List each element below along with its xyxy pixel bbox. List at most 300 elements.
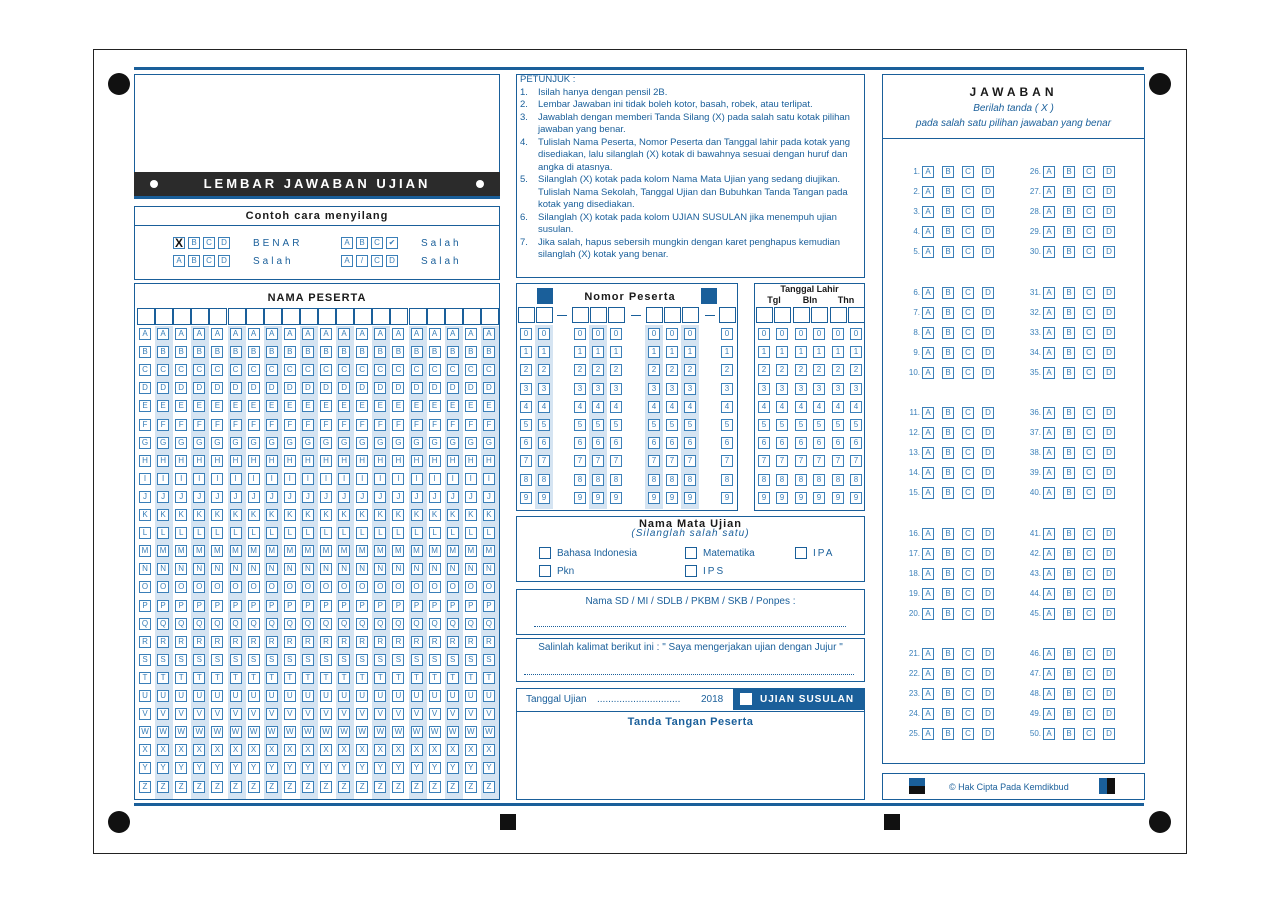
name-letter-bubble[interactable]: M	[429, 545, 441, 557]
answer-bubble[interactable]: B	[942, 688, 954, 700]
name-letter-bubble[interactable]: M	[356, 545, 368, 557]
name-letter-bubble[interactable]: L	[429, 527, 441, 539]
name-letter-bubble[interactable]: W	[302, 726, 314, 738]
tanggal-digit-bubble[interactable]: 7	[832, 455, 844, 467]
answer-bubble[interactable]: B	[942, 246, 954, 258]
answer-bubble[interactable]: B	[1063, 347, 1075, 359]
name-letter-bubble[interactable]: Y	[374, 762, 386, 774]
name-letter-bubble[interactable]: M	[447, 545, 459, 557]
name-letter-bubble[interactable]: I	[193, 473, 205, 485]
name-write-cell[interactable]	[445, 308, 463, 325]
nomor-digit-bubble[interactable]: 5	[538, 419, 550, 431]
name-letter-bubble[interactable]: K	[266, 509, 278, 521]
name-letter-bubble[interactable]: P	[139, 600, 151, 612]
name-letter-bubble[interactable]: T	[483, 672, 495, 684]
name-letter-bubble[interactable]: M	[248, 545, 260, 557]
nomor-digit-bubble[interactable]: 9	[721, 492, 733, 504]
name-letter-bubble[interactable]: Z	[338, 781, 350, 793]
name-letter-bubble[interactable]: C	[230, 364, 242, 376]
tanggal-digit-bubble[interactable]: 8	[758, 474, 770, 486]
answer-bubble[interactable]: B	[942, 487, 954, 499]
name-letter-bubble[interactable]: X	[429, 744, 441, 756]
tanggal-digit-bubble[interactable]: 4	[776, 401, 788, 413]
name-letter-bubble[interactable]: J	[320, 491, 332, 503]
answer-bubble[interactable]: A	[1043, 347, 1055, 359]
answer-bubble[interactable]: C	[962, 327, 974, 339]
name-letter-bubble[interactable]: K	[157, 509, 169, 521]
tanggal-digit-bubble[interactable]: 4	[850, 401, 862, 413]
answer-bubble[interactable]: A	[1043, 206, 1055, 218]
name-write-cell[interactable]	[336, 308, 354, 325]
answer-bubble[interactable]: C	[1083, 548, 1095, 560]
answer-bubble[interactable]: B	[1063, 447, 1075, 459]
nomor-digit-bubble[interactable]: 3	[538, 383, 550, 395]
name-letter-bubble[interactable]: Q	[175, 618, 187, 630]
name-letter-bubble[interactable]: N	[230, 563, 242, 575]
name-letter-bubble[interactable]: W	[230, 726, 242, 738]
answer-bubble[interactable]: B	[1063, 206, 1075, 218]
nomor-digit-bubble[interactable]: 4	[666, 401, 678, 413]
nomor-digit-bubble[interactable]: 1	[520, 346, 532, 358]
name-letter-bubble[interactable]: C	[248, 364, 260, 376]
answer-bubble[interactable]: C	[962, 407, 974, 419]
name-write-cell[interactable]	[191, 308, 209, 325]
name-letter-bubble[interactable]: Q	[392, 618, 404, 630]
name-letter-bubble[interactable]: W	[139, 726, 151, 738]
name-letter-bubble[interactable]: Q	[230, 618, 242, 630]
answer-bubble[interactable]: D	[982, 347, 994, 359]
name-letter-bubble[interactable]: L	[248, 527, 260, 539]
answer-bubble[interactable]: A	[922, 588, 934, 600]
name-letter-bubble[interactable]: R	[266, 636, 278, 648]
name-letter-bubble[interactable]: Z	[248, 781, 260, 793]
name-letter-bubble[interactable]: T	[248, 672, 260, 684]
tanggal-digit-bubble[interactable]: 0	[832, 328, 844, 340]
nomor-digit-bubble[interactable]: 2	[666, 364, 678, 376]
name-letter-bubble[interactable]: B	[157, 346, 169, 358]
nomor-digit-bubble[interactable]: 5	[721, 419, 733, 431]
name-letter-bubble[interactable]: X	[356, 744, 368, 756]
answer-bubble[interactable]: C	[962, 226, 974, 238]
tanggal-digit-bubble[interactable]: 1	[832, 346, 844, 358]
name-letter-bubble[interactable]: H	[175, 455, 187, 467]
name-letter-bubble[interactable]: I	[338, 473, 350, 485]
answer-bubble[interactable]: C	[962, 246, 974, 258]
name-letter-bubble[interactable]: I	[284, 473, 296, 485]
name-letter-bubble[interactable]: J	[230, 491, 242, 503]
name-letter-bubble[interactable]: M	[320, 545, 332, 557]
name-letter-bubble[interactable]: Q	[483, 618, 495, 630]
name-letter-bubble[interactable]: N	[211, 563, 223, 575]
checkbox-matematika[interactable]	[685, 547, 697, 559]
name-letter-bubble[interactable]: O	[338, 581, 350, 593]
name-letter-bubble[interactable]: K	[392, 509, 404, 521]
name-letter-bubble[interactable]: M	[230, 545, 242, 557]
name-letter-bubble[interactable]: S	[302, 654, 314, 666]
name-letter-bubble[interactable]: C	[483, 364, 495, 376]
answer-bubble[interactable]: A	[1043, 287, 1055, 299]
name-letter-bubble[interactable]: D	[284, 382, 296, 394]
name-letter-bubble[interactable]: A	[447, 328, 459, 340]
tanggal-digit-bubble[interactable]: 8	[832, 474, 844, 486]
name-letter-bubble[interactable]: G	[175, 437, 187, 449]
name-letter-bubble[interactable]: E	[157, 400, 169, 412]
answer-bubble[interactable]: B	[1063, 246, 1075, 258]
name-letter-bubble[interactable]: H	[429, 455, 441, 467]
name-letter-bubble[interactable]: S	[483, 654, 495, 666]
answer-bubble[interactable]: D	[1103, 447, 1115, 459]
name-letter-bubble[interactable]: K	[447, 509, 459, 521]
tanggal-digit-bubble[interactable]: 8	[850, 474, 862, 486]
tanggal-digit-bubble[interactable]: 9	[832, 492, 844, 504]
name-letter-bubble[interactable]: L	[211, 527, 223, 539]
name-letter-bubble[interactable]: O	[193, 581, 205, 593]
answer-bubble[interactable]: B	[942, 548, 954, 560]
name-letter-bubble[interactable]: N	[139, 563, 151, 575]
name-letter-bubble[interactable]: Y	[483, 762, 495, 774]
answer-bubble[interactable]: C	[962, 688, 974, 700]
name-letter-bubble[interactable]: G	[230, 437, 242, 449]
name-letter-bubble[interactable]: B	[193, 346, 205, 358]
answer-bubble[interactable]: A	[922, 708, 934, 720]
name-letter-bubble[interactable]: H	[411, 455, 423, 467]
name-letter-bubble[interactable]: N	[175, 563, 187, 575]
answer-bubble[interactable]: C	[1083, 186, 1095, 198]
answer-bubble[interactable]: B	[942, 708, 954, 720]
answer-bubble[interactable]: D	[1103, 668, 1115, 680]
name-letter-bubble[interactable]: W	[429, 726, 441, 738]
name-letter-bubble[interactable]: O	[139, 581, 151, 593]
tanggal-digit-bubble[interactable]: 1	[813, 346, 825, 358]
tanggal-digit-bubble[interactable]: 0	[758, 328, 770, 340]
tanggal-digit-bubble[interactable]: 7	[813, 455, 825, 467]
nomor-digit-bubble[interactable]: 2	[610, 364, 622, 376]
name-letter-bubble[interactable]: J	[266, 491, 278, 503]
name-letter-bubble[interactable]: E	[392, 400, 404, 412]
name-letter-bubble[interactable]: X	[284, 744, 296, 756]
name-letter-bubble[interactable]: X	[157, 744, 169, 756]
tanggal-digit-bubble[interactable]: 8	[795, 474, 807, 486]
name-letter-bubble[interactable]: R	[392, 636, 404, 648]
name-letter-bubble[interactable]: D	[429, 382, 441, 394]
answer-bubble[interactable]: B	[1063, 226, 1075, 238]
name-letter-bubble[interactable]: B	[338, 346, 350, 358]
name-letter-bubble[interactable]: E	[320, 400, 332, 412]
name-letter-bubble[interactable]: V	[483, 708, 495, 720]
name-letter-bubble[interactable]: G	[248, 437, 260, 449]
name-letter-bubble[interactable]: D	[157, 382, 169, 394]
name-letter-bubble[interactable]: L	[447, 527, 459, 539]
nomor-digit-bubble[interactable]: 8	[666, 474, 678, 486]
nomor-digit-bubble[interactable]: 9	[592, 492, 604, 504]
nomor-digit-bubble[interactable]: 5	[684, 419, 696, 431]
tanggal-digit-bubble[interactable]: 3	[795, 383, 807, 395]
tanggal-ujian-dots[interactable]: ..............................	[597, 694, 681, 705]
name-letter-bubble[interactable]: A	[411, 328, 423, 340]
name-write-cell[interactable]	[372, 308, 390, 325]
answer-bubble[interactable]: B	[1063, 728, 1075, 740]
name-letter-bubble[interactable]: J	[392, 491, 404, 503]
name-letter-bubble[interactable]: L	[483, 527, 495, 539]
name-letter-bubble[interactable]: G	[411, 437, 423, 449]
name-letter-bubble[interactable]: Q	[302, 618, 314, 630]
name-letter-bubble[interactable]: C	[139, 364, 151, 376]
nomor-digit-bubble[interactable]: 8	[592, 474, 604, 486]
tanggal-digit-bubble[interactable]: 4	[758, 401, 770, 413]
answer-bubble[interactable]: D	[982, 166, 994, 178]
name-letter-bubble[interactable]: H	[392, 455, 404, 467]
nomor-digit-bubble[interactable]: 8	[538, 474, 550, 486]
name-letter-bubble[interactable]: W	[175, 726, 187, 738]
answer-bubble[interactable]: D	[1103, 608, 1115, 620]
name-letter-bubble[interactable]: I	[302, 473, 314, 485]
tanggal-digit-bubble[interactable]: 4	[813, 401, 825, 413]
name-letter-bubble[interactable]: V	[302, 708, 314, 720]
name-letter-bubble[interactable]: J	[374, 491, 386, 503]
name-letter-bubble[interactable]: Q	[338, 618, 350, 630]
answer-bubble[interactable]: D	[1103, 206, 1115, 218]
answer-bubble[interactable]: A	[922, 287, 934, 299]
name-letter-bubble[interactable]: V	[211, 708, 223, 720]
name-letter-bubble[interactable]: O	[266, 581, 278, 593]
answer-bubble[interactable]: A	[922, 246, 934, 258]
name-letter-bubble[interactable]: X	[465, 744, 477, 756]
name-letter-bubble[interactable]: F	[139, 419, 151, 431]
name-letter-bubble[interactable]: Y	[429, 762, 441, 774]
name-letter-bubble[interactable]: G	[429, 437, 441, 449]
name-letter-bubble[interactable]: F	[211, 419, 223, 431]
name-letter-bubble[interactable]: D	[374, 382, 386, 394]
answer-bubble[interactable]: D	[982, 226, 994, 238]
nomor-write-cell[interactable]	[608, 307, 625, 323]
name-letter-bubble[interactable]: P	[465, 600, 477, 612]
answer-bubble[interactable]: D	[982, 186, 994, 198]
name-letter-bubble[interactable]: Y	[139, 762, 151, 774]
tgl-write-cell[interactable]	[793, 307, 810, 323]
answer-bubble[interactable]: C	[962, 588, 974, 600]
name-letter-bubble[interactable]: A	[320, 328, 332, 340]
name-letter-bubble[interactable]: A	[139, 328, 151, 340]
tgl-write-cell[interactable]	[830, 307, 847, 323]
name-letter-bubble[interactable]: B	[248, 346, 260, 358]
name-write-cell[interactable]	[209, 308, 227, 325]
name-letter-bubble[interactable]: H	[356, 455, 368, 467]
name-letter-bubble[interactable]: P	[338, 600, 350, 612]
name-letter-bubble[interactable]: Z	[429, 781, 441, 793]
name-letter-bubble[interactable]: F	[157, 419, 169, 431]
name-letter-bubble[interactable]: F	[483, 419, 495, 431]
name-letter-bubble[interactable]: D	[266, 382, 278, 394]
name-letter-bubble[interactable]: P	[320, 600, 332, 612]
answer-bubble[interactable]: D	[1103, 307, 1115, 319]
answer-bubble[interactable]: C	[1083, 708, 1095, 720]
name-letter-bubble[interactable]: J	[411, 491, 423, 503]
name-letter-bubble[interactable]: U	[320, 690, 332, 702]
name-letter-bubble[interactable]: N	[429, 563, 441, 575]
name-letter-bubble[interactable]: Z	[374, 781, 386, 793]
name-letter-bubble[interactable]: K	[302, 509, 314, 521]
name-letter-bubble[interactable]: T	[465, 672, 477, 684]
nomor-write-cell[interactable]	[536, 307, 553, 323]
answer-bubble[interactable]: A	[1043, 688, 1055, 700]
answer-bubble[interactable]: D	[1103, 568, 1115, 580]
name-letter-bubble[interactable]: U	[356, 690, 368, 702]
name-letter-bubble[interactable]: N	[465, 563, 477, 575]
answer-bubble[interactable]: C	[1083, 287, 1095, 299]
name-letter-bubble[interactable]: M	[374, 545, 386, 557]
name-letter-bubble[interactable]: B	[211, 346, 223, 358]
name-letter-bubble[interactable]: O	[175, 581, 187, 593]
answer-bubble[interactable]: C	[962, 367, 974, 379]
nomor-digit-bubble[interactable]: 2	[538, 364, 550, 376]
nomor-digit-bubble[interactable]: 7	[610, 455, 622, 467]
name-letter-bubble[interactable]: S	[465, 654, 477, 666]
name-letter-bubble[interactable]: F	[175, 419, 187, 431]
name-letter-bubble[interactable]: V	[465, 708, 477, 720]
name-letter-bubble[interactable]: Q	[374, 618, 386, 630]
name-letter-bubble[interactable]: H	[157, 455, 169, 467]
answer-bubble[interactable]: D	[982, 487, 994, 499]
answer-bubble[interactable]: D	[982, 427, 994, 439]
answer-bubble[interactable]: B	[1063, 668, 1075, 680]
answer-bubble[interactable]: D	[982, 287, 994, 299]
name-letter-bubble[interactable]: T	[139, 672, 151, 684]
name-letter-bubble[interactable]: Y	[211, 762, 223, 774]
answer-bubble[interactable]: C	[962, 568, 974, 580]
name-letter-bubble[interactable]: I	[320, 473, 332, 485]
name-letter-bubble[interactable]: B	[139, 346, 151, 358]
answer-bubble[interactable]: D	[1103, 246, 1115, 258]
name-letter-bubble[interactable]: P	[447, 600, 459, 612]
name-letter-bubble[interactable]: E	[284, 400, 296, 412]
nomor-write-cell[interactable]	[572, 307, 589, 323]
answer-bubble[interactable]: D	[982, 528, 994, 540]
name-letter-bubble[interactable]: S	[175, 654, 187, 666]
name-letter-bubble[interactable]: D	[356, 382, 368, 394]
name-letter-bubble[interactable]: R	[411, 636, 423, 648]
name-letter-bubble[interactable]: G	[374, 437, 386, 449]
nomor-digit-bubble[interactable]: 4	[592, 401, 604, 413]
name-letter-bubble[interactable]: R	[429, 636, 441, 648]
name-letter-bubble[interactable]: A	[230, 328, 242, 340]
tanggal-digit-bubble[interactable]: 0	[813, 328, 825, 340]
answer-bubble[interactable]: D	[982, 206, 994, 218]
answer-bubble[interactable]: D	[1103, 407, 1115, 419]
name-letter-bubble[interactable]: P	[429, 600, 441, 612]
name-letter-bubble[interactable]: S	[266, 654, 278, 666]
name-letter-bubble[interactable]: J	[157, 491, 169, 503]
name-letter-bubble[interactable]: F	[230, 419, 242, 431]
answer-bubble[interactable]: C	[1083, 367, 1095, 379]
name-letter-bubble[interactable]: C	[266, 364, 278, 376]
name-letter-bubble[interactable]: B	[392, 346, 404, 358]
answer-bubble[interactable]: A	[922, 226, 934, 238]
name-letter-bubble[interactable]: O	[211, 581, 223, 593]
name-letter-bubble[interactable]: O	[392, 581, 404, 593]
name-letter-bubble[interactable]: X	[193, 744, 205, 756]
answer-bubble[interactable]: B	[1063, 287, 1075, 299]
answer-bubble[interactable]: B	[942, 226, 954, 238]
nomor-digit-bubble[interactable]: 5	[610, 419, 622, 431]
answer-bubble[interactable]: D	[1103, 226, 1115, 238]
name-letter-bubble[interactable]: I	[139, 473, 151, 485]
name-letter-bubble[interactable]: R	[356, 636, 368, 648]
nomor-digit-bubble[interactable]: 6	[520, 437, 532, 449]
answer-bubble[interactable]: C	[1083, 528, 1095, 540]
name-letter-bubble[interactable]: T	[447, 672, 459, 684]
answer-bubble[interactable]: D	[982, 608, 994, 620]
name-letter-bubble[interactable]: N	[193, 563, 205, 575]
tanggal-digit-bubble[interactable]: 1	[776, 346, 788, 358]
name-letter-bubble[interactable]: B	[356, 346, 368, 358]
name-letter-bubble[interactable]: Z	[157, 781, 169, 793]
name-letter-bubble[interactable]: X	[230, 744, 242, 756]
name-letter-bubble[interactable]: W	[157, 726, 169, 738]
answer-bubble[interactable]: A	[922, 688, 934, 700]
name-letter-bubble[interactable]: R	[175, 636, 187, 648]
answer-bubble[interactable]: B	[942, 648, 954, 660]
answer-bubble[interactable]: A	[922, 487, 934, 499]
name-letter-bubble[interactable]: N	[157, 563, 169, 575]
answer-bubble[interactable]: C	[962, 287, 974, 299]
answer-bubble[interactable]: D	[1103, 327, 1115, 339]
name-letter-bubble[interactable]: A	[211, 328, 223, 340]
nomor-digit-bubble[interactable]: 0	[648, 328, 660, 340]
nomor-write-cell[interactable]	[646, 307, 663, 323]
tanggal-digit-bubble[interactable]: 7	[850, 455, 862, 467]
name-letter-bubble[interactable]: P	[193, 600, 205, 612]
name-letter-bubble[interactable]: U	[211, 690, 223, 702]
answer-bubble[interactable]: B	[942, 528, 954, 540]
name-letter-bubble[interactable]: A	[157, 328, 169, 340]
name-letter-bubble[interactable]: U	[302, 690, 314, 702]
name-letter-bubble[interactable]: W	[411, 726, 423, 738]
tanggal-digit-bubble[interactable]: 3	[758, 383, 770, 395]
name-letter-bubble[interactable]: O	[248, 581, 260, 593]
name-letter-bubble[interactable]: U	[266, 690, 278, 702]
name-letter-bubble[interactable]: S	[411, 654, 423, 666]
answer-bubble[interactable]: A	[1043, 166, 1055, 178]
nomor-digit-bubble[interactable]: 7	[648, 455, 660, 467]
tanggal-digit-bubble[interactable]: 0	[850, 328, 862, 340]
name-letter-bubble[interactable]: L	[193, 527, 205, 539]
name-letter-bubble[interactable]: T	[320, 672, 332, 684]
answer-bubble[interactable]: C	[962, 307, 974, 319]
name-letter-bubble[interactable]: R	[284, 636, 296, 648]
name-letter-bubble[interactable]: C	[284, 364, 296, 376]
nomor-digit-bubble[interactable]: 2	[684, 364, 696, 376]
nomor-digit-bubble[interactable]: 3	[721, 383, 733, 395]
name-letter-bubble[interactable]: A	[248, 328, 260, 340]
name-letter-bubble[interactable]: L	[356, 527, 368, 539]
answer-bubble[interactable]: A	[922, 206, 934, 218]
name-letter-bubble[interactable]: U	[411, 690, 423, 702]
name-letter-bubble[interactable]: W	[284, 726, 296, 738]
name-letter-bubble[interactable]: F	[266, 419, 278, 431]
tgl-write-cell[interactable]	[811, 307, 828, 323]
name-letter-bubble[interactable]: W	[338, 726, 350, 738]
answer-bubble[interactable]: B	[942, 447, 954, 459]
name-write-cell[interactable]	[264, 308, 282, 325]
name-letter-bubble[interactable]: S	[139, 654, 151, 666]
nomor-digit-bubble[interactable]: 4	[721, 401, 733, 413]
name-letter-bubble[interactable]: F	[284, 419, 296, 431]
name-letter-bubble[interactable]: W	[374, 726, 386, 738]
name-letter-bubble[interactable]: V	[248, 708, 260, 720]
name-letter-bubble[interactable]: V	[193, 708, 205, 720]
nomor-digit-bubble[interactable]: 3	[648, 383, 660, 395]
name-letter-bubble[interactable]: J	[139, 491, 151, 503]
